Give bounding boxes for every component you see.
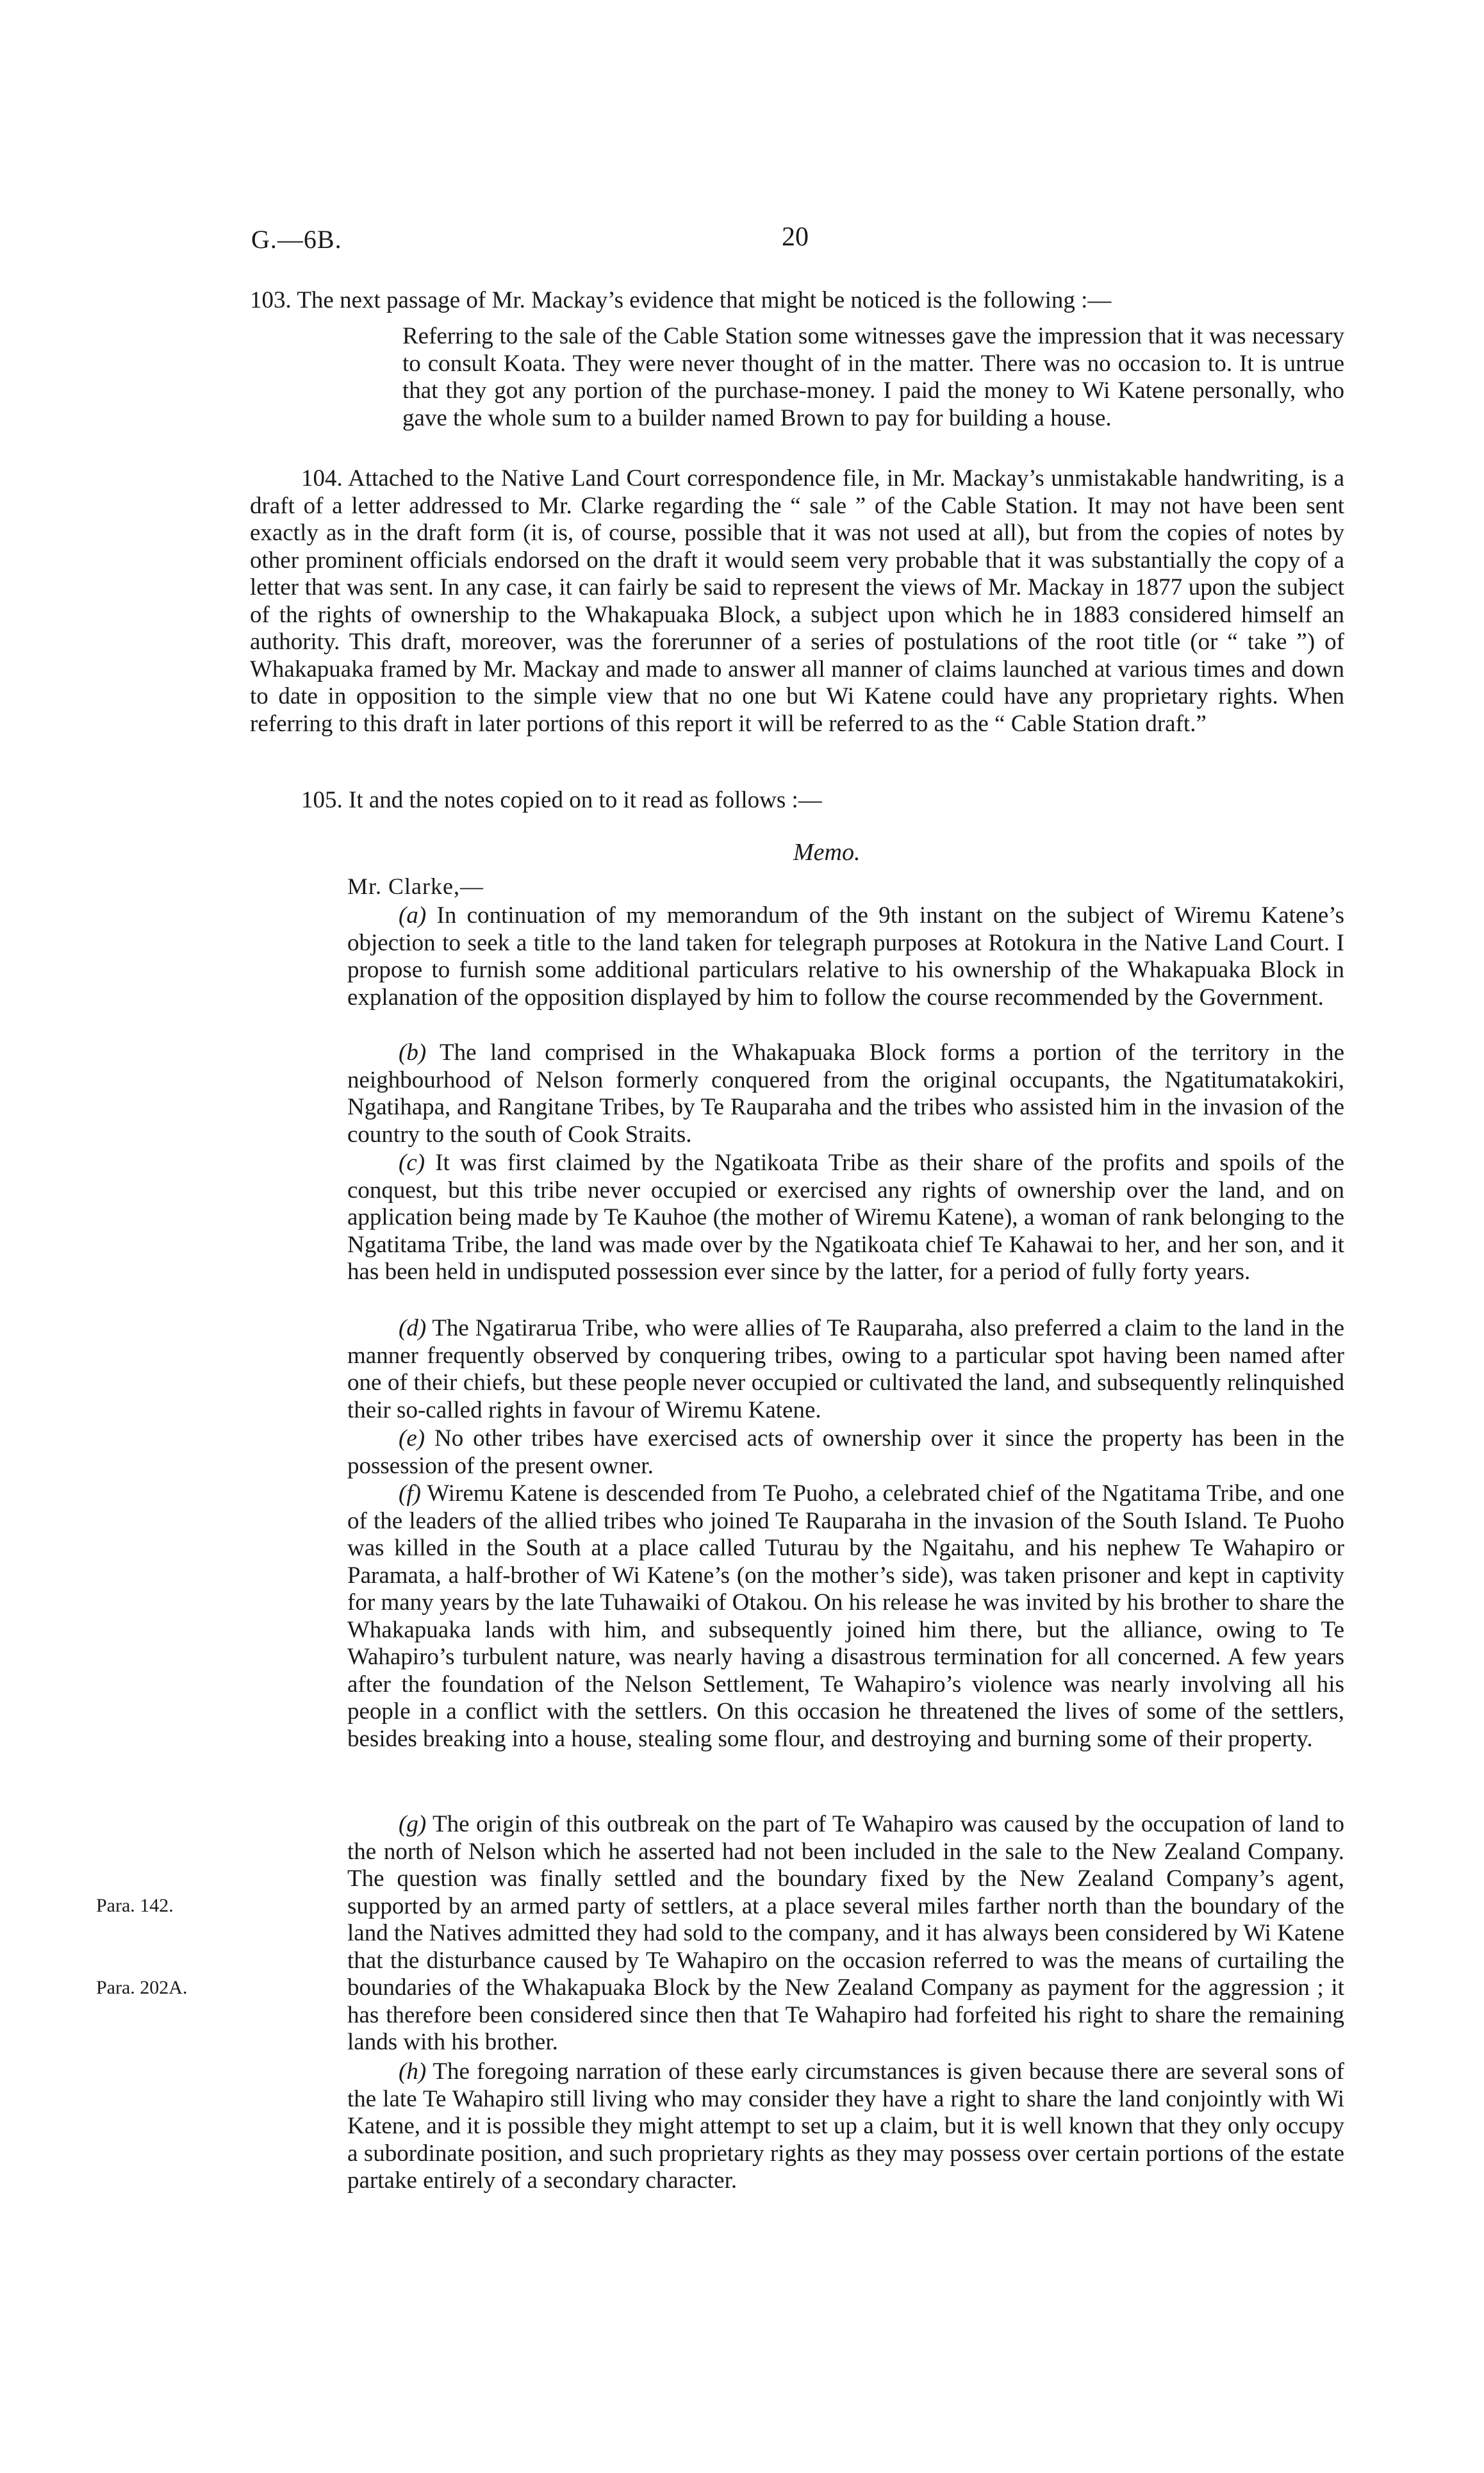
paragraph-105: 105. It and the notes copied on to it read as follows :— — [301, 787, 822, 813]
memo-item-text: In continuation of my memorandum of the 9th instant on the subject of Wiremu Katene’s objection to seek a title to the land taken for telegraph purposes at Rotokura in the Native Land Court. I propose to furnish some additional particulars relative to his ownership of the Whakapuaka Block in explanation of the opposition displayed by him to follow the course recommended by the Government. — [347, 902, 1344, 1011]
memo-item-label: (d) — [399, 1315, 427, 1341]
memo-item-text: The Ngatirarua Tribe, who were allies of Te Rauparaha, also preferred a claim to the land in the manner frequently observed by conquering tribes, owing to a particular spot having been named after one of their chiefs, but these people never occupied or cultivated the land, and subsequently relinquished their so-called rights in favour of Wiremu Katene. — [347, 1315, 1344, 1423]
memo-item-text: The land comprised in the Whakapuaka Block forms a portion of the territory in the neighbourhood of Nelson formerly conquered from the original occupants, the Ngatitumatakokiri, Ngatihapa, and Rangitane Tribes, by Te Rauparaha and the tribes who assisted him in the invasion of the country to the south of Cook Straits. — [347, 1039, 1344, 1148]
memo-item-text: It was first claimed by the Ngatikoata Tribe as their share of the profits and spoils of the conquest, but this tribe never occupied or exercised any rights of ownership over the land, and on application being made by Te Kauhoe (the mother of Wiremu Katene), a woman of rank belonging to the Ngatitama Tribe, the land was made over by the Ngatikoata chief Te Kahawai to her, and her son, and it has been held in undisputed possession ever since by the latter, for a period of fully forty years. — [347, 1150, 1344, 1285]
memo-title: Memo. — [793, 839, 861, 866]
memo-item-h — [347, 2058, 1344, 2195]
memo-item-label: (a) — [399, 902, 427, 929]
memo-item-label: (c) — [399, 1150, 425, 1176]
paragraph-103-quote: Referring to the sale of the Cable Station some witnesses gave the impression that it was necessary to consult Koata. They were never thought of in the matter. There was no occasion to. It is untrue that they got any portion of the purchase-money. I paid the money to Wi Katene personally, who gave the whole sum to a builder named Brown to pay for building a house. — [402, 323, 1344, 431]
memo-item-text: No other tribes have exercised acts of ownership over it since the property has been in the possession of the present owner. — [347, 1425, 1344, 1479]
paragraph-103-intro: 103. The next passage of Mr. Mackay’s evidence that might be noticed is the following :— — [250, 287, 1112, 313]
memo-item-label: (f) — [399, 1480, 421, 1507]
memo-item-f — [347, 1480, 1344, 1753]
memo-item-b — [347, 1039, 1344, 1148]
memo-addressee: Mr. Clarke,— — [347, 873, 484, 899]
memo-item-label: (g) — [399, 1811, 427, 1837]
memo-item-e — [347, 1425, 1344, 1480]
memo-item-a — [347, 902, 1344, 1011]
paragraph-104: 104. Attached to the Native Land Court correspondence file, in Mr. Mackay’s unmistakable handwriting, is a draft of a letter addressed to Mr. Clarke regarding the “ sale ” of the Cable Station. It may not have been sent exactly as in the draft form (it is, of course, possible that it was not used at all), but from the copies of notes by other prominent officials endorsed on the draft it would seem very probable that it was substantially the copy of a letter that was sent. In any case, it can fairly be said to represent the views of Mr. Mackay in 1877 upon the subject of the rights of ownership to the Whakapuaka Block, a subject upon which he in 1883 considered himself an authority. This draft, moreover, was the forerunner of a series of postulations of the root title (or “ take ”) of Whakapuaka framed by Mr. Mackay and made to answer all manner of claims launched at various times and down to date in opposition to the simple view that no one but Wi Katene could have any proprietary rights. When referring to this draft in later portions of this report it will be referred to as the “ Cable Station draft.” — [250, 465, 1344, 737]
memo-item-text: Wiremu Katene is descended from Te Puoho, a celebrated chief of the Ngatitama Tribe, and one of the leaders of the allied tribes who joined Te Rauparaha in the invasion of the South Island. Te Puoho was killed in the South at a place called Tuturau by the Ngaitahu, and his nephew Te Wahapiro or Paramata, a half-brother of Wi Katene’s (on the mother’s side), was taken prisoner and kept in captivity for many years by the late Tuhawaiki of Otakou. On his release he was invited by his brother to share the Whakapuaka lands with him, and subsequently joined him there, but the alliance, owing to Te Wahapiro’s turbulent nature, was nearly having a disastrous termination for all concerned. A few years after the foundation of the Nelson Settlement, Te Wahapiro’s violence was nearly involving all his people in a conflict with the settlers. On this occasion he threatened the lives of some of the settlers, besides breaking into a house, stealing some flour, and destroying and burning some of their property. — [347, 1480, 1344, 1752]
memo-item-d — [347, 1315, 1344, 1424]
memo-item-g — [347, 1811, 1344, 2056]
page-number: 20 — [782, 222, 809, 252]
memo-item-text: The foregoing narration of these early circumstances is given because there are several sons of the late Te Wahapiro still living who may consider they have a right to share the land conjointly with Wi Katene, and it is possible they might attempt to set up a claim, but it is well known that they only occupy a subordinate position, and such proprietary rights as they may possess over certain portions of the estate partake entirely of a secondary character. — [347, 2058, 1344, 2194]
margin-note-para-202a: Para. 202A. — [96, 1977, 188, 1998]
document-reference: G.—6B. — [251, 225, 342, 254]
memo-item-text: The origin of this outbreak on the part of Te Wahapiro was caused by the occupation of land to the north of Nelson which he asserted had not been included in the sale to the New Zealand Company. The question was finally settled and the boundary fixed by the New Zealand Company’s agent, supported by an armed party of settlers, at a place several miles farther north than the boundary of the land the Natives admitted they had sold to the company, and it has always been considered by Wi Katene that the disturbance caused by Te Wahapiro on the occasion referred to was the means of curtailing the boundaries of the Whakapuaka Block by the New Zealand Company as payment for the aggression ; it has therefore been considered since then that Te Wahapiro had forfeited his right to share the remaining lands with his brother. — [347, 1811, 1344, 2055]
memo-item-label: (e) — [399, 1425, 425, 1452]
memo-item-c — [347, 1150, 1344, 1286]
memo-item-label: (h) — [399, 2058, 427, 2085]
margin-note-para-142: Para. 142. — [96, 1895, 174, 1916]
memo-item-label: (b) — [399, 1039, 427, 1066]
